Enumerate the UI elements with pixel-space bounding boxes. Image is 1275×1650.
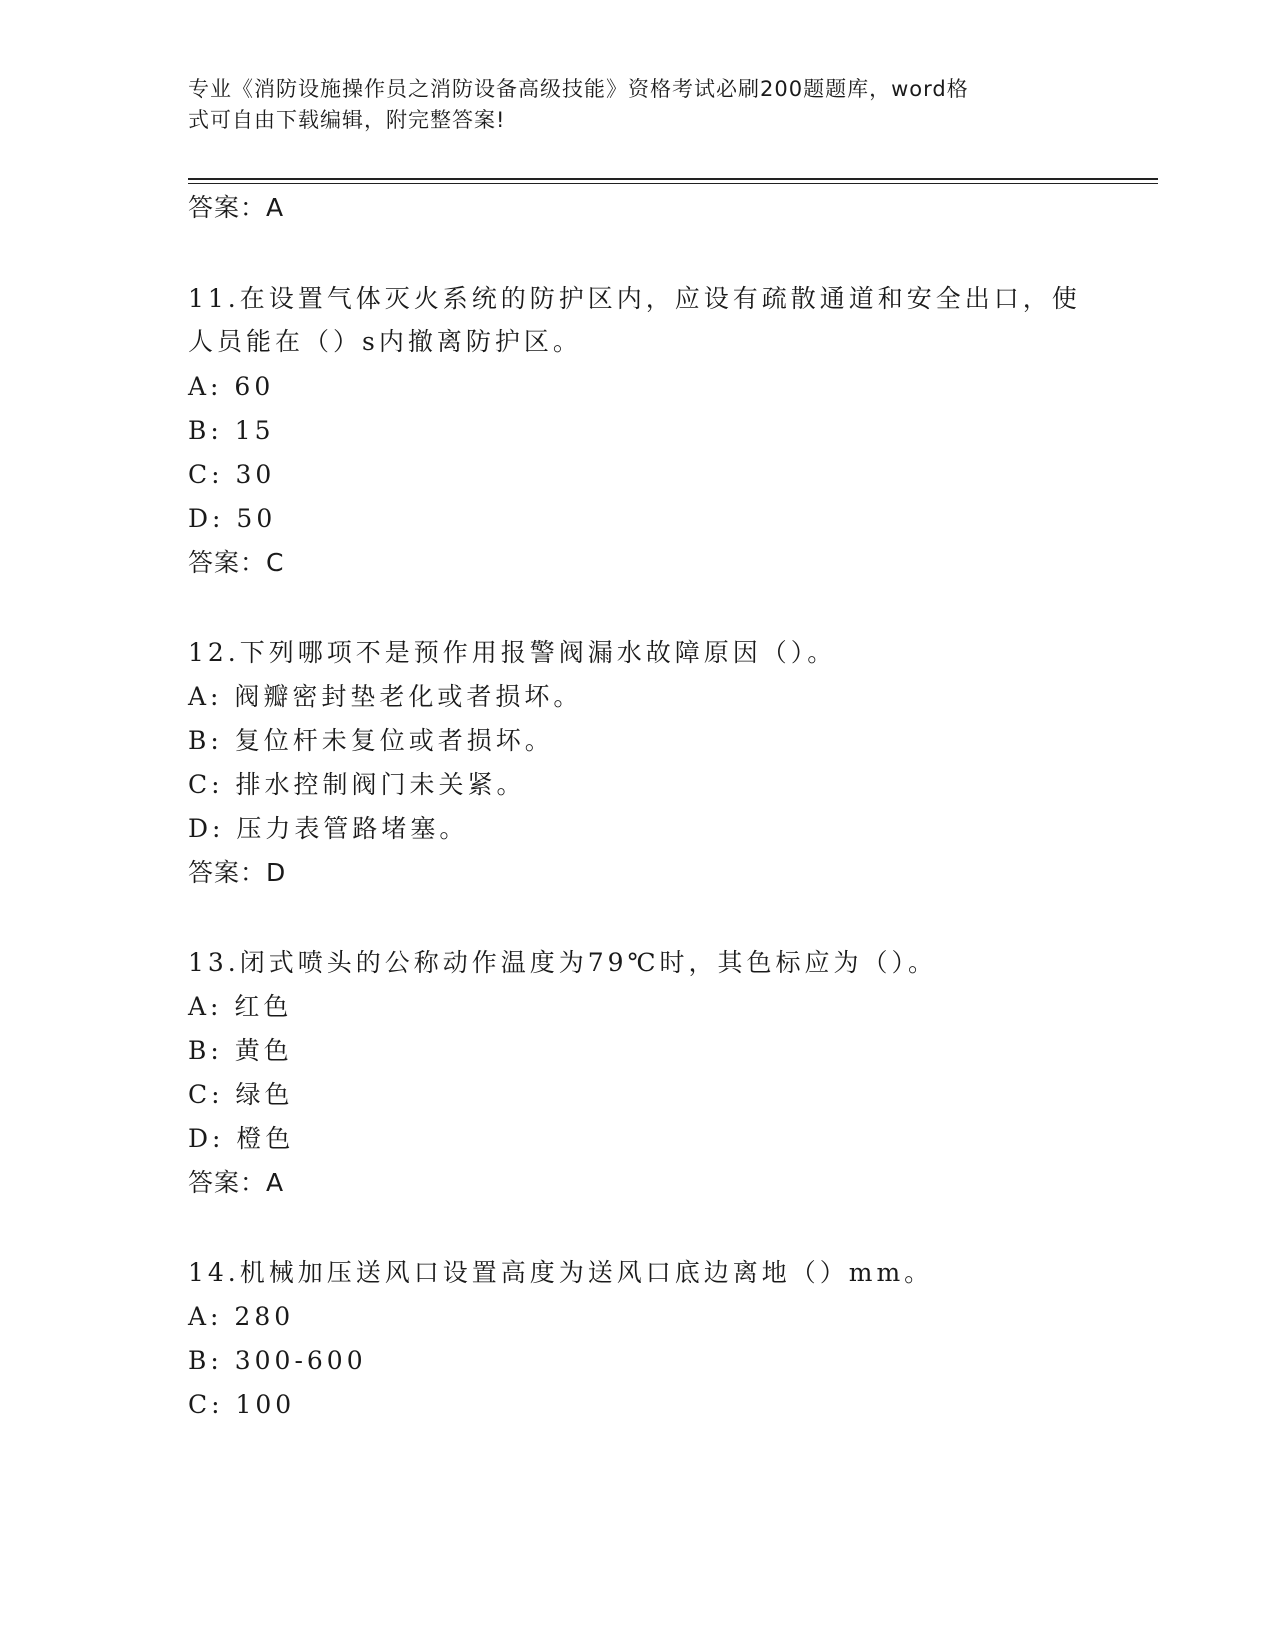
header-line-1: 专业《消防设施操作员之消防设备高级技能》资格考试必刷200题题库，word格 bbox=[188, 77, 969, 101]
question-12-option-d: D: 压力表管路堵塞。 bbox=[188, 814, 469, 843]
question-12-option-c: C: 排水控制阀门未关紧。 bbox=[188, 770, 526, 799]
previous-answer: 答案：A bbox=[188, 193, 285, 222]
question-11-option-c: C: 30 bbox=[188, 460, 276, 489]
question-13-text: 13.闭式喷头的公称动作温度为79℃时，其色标应为（）。 bbox=[188, 948, 938, 977]
question-13-option-c: C: 绿色 bbox=[188, 1080, 294, 1109]
question-13-answer: 答案：A bbox=[188, 1168, 285, 1197]
question-14-option-a: A: 280 bbox=[188, 1302, 295, 1331]
header-line-2: 式可自由下载编辑，附完整答案! bbox=[188, 108, 506, 132]
question-11-answer: 答案：C bbox=[188, 548, 285, 577]
question-14-option-c: C: 100 bbox=[188, 1390, 296, 1419]
question-12-answer: 答案：D bbox=[188, 858, 287, 887]
question-12-option-a: A: 阀瓣密封垫老化或者损坏。 bbox=[188, 682, 583, 711]
question-12-option-b: B: 复位杆未复位或者损坏。 bbox=[188, 726, 554, 755]
question-11-option-b: B: 15 bbox=[188, 416, 275, 445]
question-11-option-a: A: 60 bbox=[188, 372, 275, 401]
header-rule bbox=[188, 178, 1158, 180]
question-13-option-d: D: 橙色 bbox=[188, 1124, 295, 1153]
question-14-text: 14.机械加压送风口设置高度为送风口底边离地（）mm。 bbox=[188, 1258, 934, 1287]
question-12-text: 12.下列哪项不是预作用报警阀漏水故障原因（）。 bbox=[188, 638, 837, 667]
question-11-text-cont: 人员能在（）s内撤离防护区。 bbox=[188, 327, 582, 356]
question-11-option-d: D: 50 bbox=[188, 504, 277, 533]
question-13-option-a: A: 红色 bbox=[188, 992, 293, 1021]
header-rule-thin bbox=[188, 183, 1158, 184]
question-14-option-b: B: 300-600 bbox=[188, 1346, 367, 1375]
question-13-option-b: B: 黄色 bbox=[188, 1036, 293, 1065]
document-header bbox=[188, 74, 1088, 136]
question-11-text: 11.在设置气体灭火系统的防护区内，应设有疏散通道和安全出口，使 bbox=[188, 284, 1081, 313]
